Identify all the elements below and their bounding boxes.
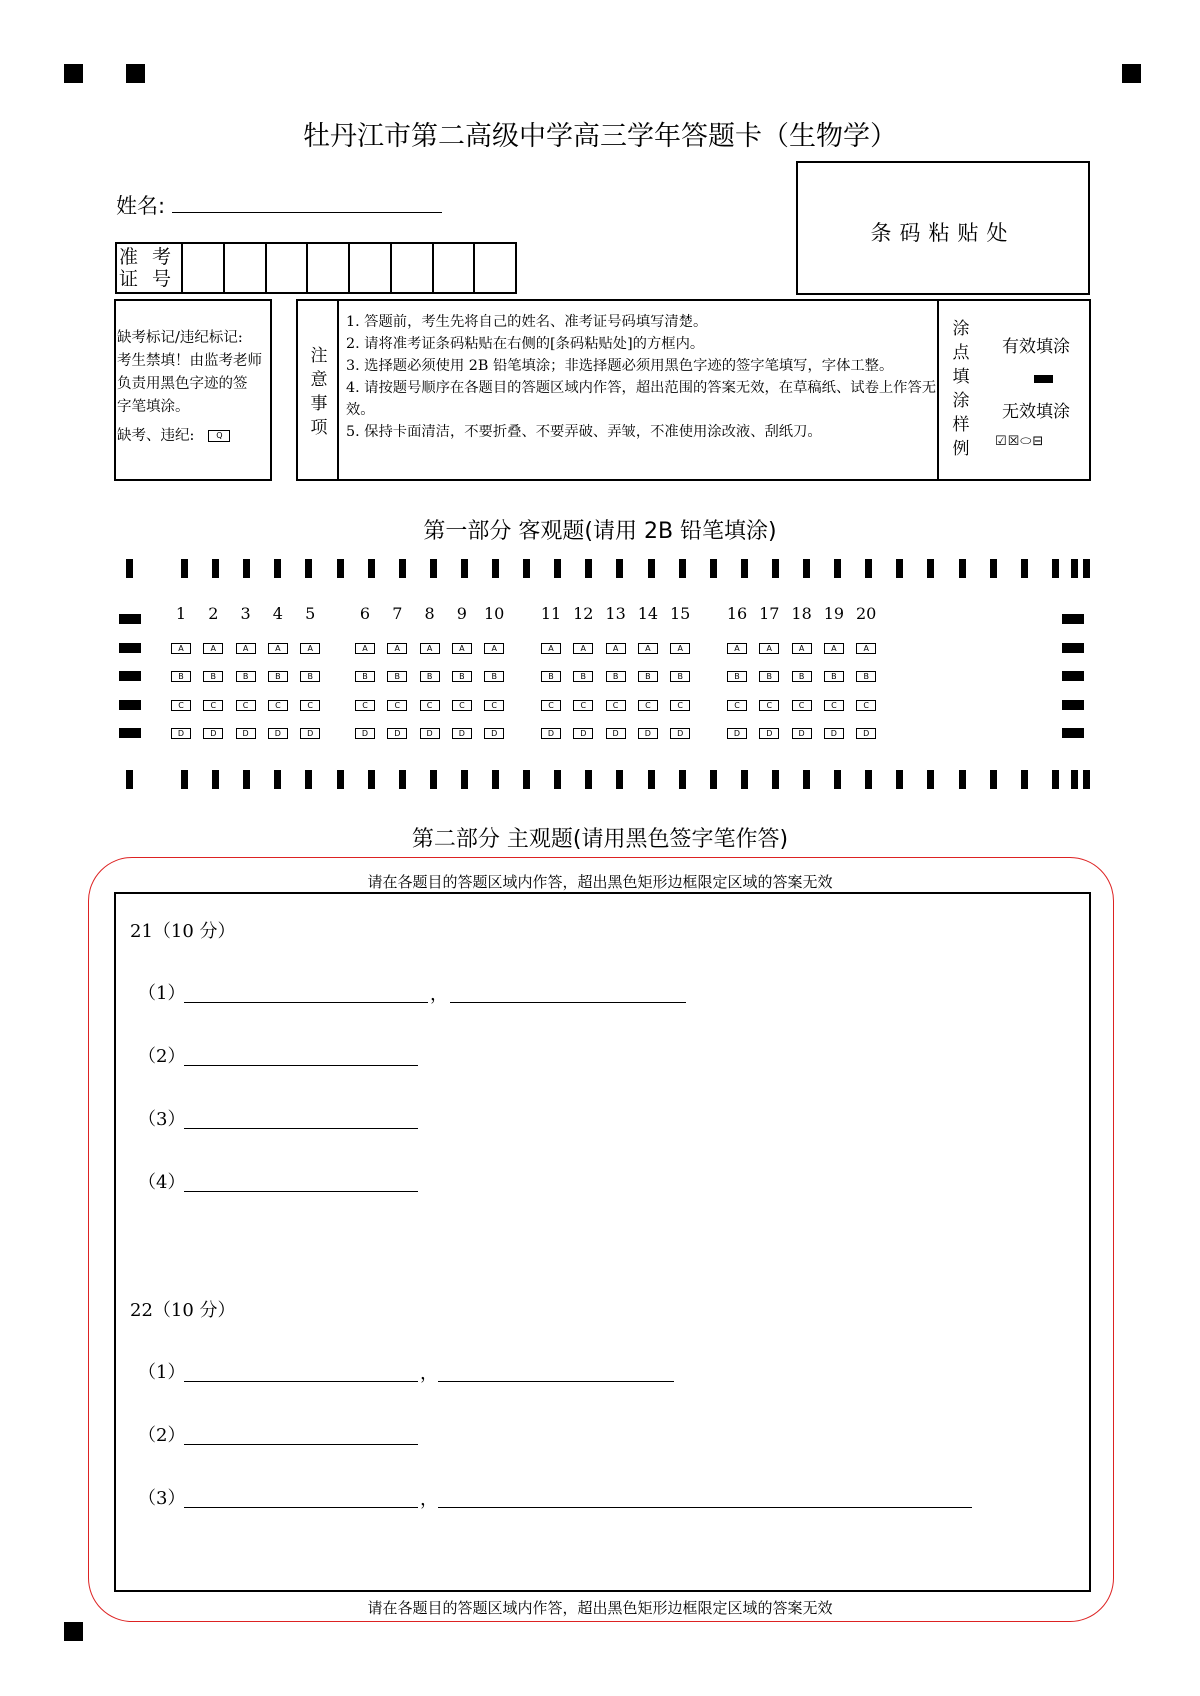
timing-mark (679, 559, 686, 578)
question-21-heading: 21（10 分） (130, 921, 236, 942)
row-sync-mark (1062, 671, 1084, 681)
answer-bubble[interactable]: A (355, 643, 375, 654)
answer-bubble[interactable]: C (856, 700, 876, 711)
notice-label: 注意事项 (310, 346, 328, 438)
timing-mark (554, 559, 561, 578)
timing-mark (772, 559, 779, 578)
answer-bubble[interactable]: B (452, 671, 472, 682)
timing-mark (181, 559, 188, 578)
timing-mark (274, 770, 281, 789)
answer-bubble[interactable]: B (420, 671, 440, 682)
answer-line[interactable] (184, 1128, 418, 1129)
answer-bubble[interactable]: A (300, 643, 320, 654)
timing-mark (648, 559, 655, 578)
timing-mark (212, 559, 219, 578)
question-22-part-1: （1） (138, 1362, 186, 1383)
answer-bubble[interactable]: B (638, 671, 658, 682)
answer-bubble[interactable]: C (420, 700, 440, 711)
question-number: 7 (392, 604, 403, 623)
question-number: 11 (540, 604, 562, 623)
absent-line: 负责用黑色字迹的签 (117, 376, 248, 392)
absent-instructions (117, 327, 277, 448)
question-number: 20 (856, 604, 877, 623)
corner-mark (126, 64, 145, 83)
answer-bubble[interactable]: D (484, 728, 504, 739)
exam-id-cell[interactable] (267, 244, 309, 292)
answer-bubble[interactable]: D (759, 728, 779, 739)
answer-bubble[interactable]: D (573, 728, 593, 739)
notice-item: 4. 请按题号顺序在各题目的答题区域内作答，超出范围的答案无效，在草稿纸、试卷上作答无效。 (346, 380, 937, 418)
row-sync-mark (119, 700, 141, 710)
answer-bubble[interactable]: B (387, 671, 407, 682)
timing-mark (710, 770, 717, 789)
barcode-label: 条码粘贴处 (870, 221, 1016, 245)
answer-bubble[interactable]: A (420, 643, 440, 654)
answer-bubble[interactable]: B (759, 671, 779, 682)
answer-bubble[interactable]: D (727, 728, 747, 739)
timing-mark (368, 559, 375, 578)
question-number: 19 (823, 604, 845, 623)
answer-bubble[interactable]: C (573, 700, 593, 711)
absent-mark-label: 缺考、违纪: (117, 428, 195, 444)
answer-bubble[interactable]: C (268, 700, 288, 711)
answer-bubble[interactable]: A (484, 643, 504, 654)
sample-valid-label: 有效填涂 (1002, 337, 1070, 357)
question-number: 5 (305, 604, 316, 623)
row-sync-mark (119, 728, 141, 738)
question-number: 6 (359, 604, 371, 623)
answer-bubble[interactable]: B (484, 671, 504, 682)
timing-track-top (0, 559, 1200, 578)
question-22-heading: 22（10 分） (130, 1300, 236, 1321)
sample-valid-mark (1034, 375, 1053, 383)
question-number: 12 (573, 604, 594, 623)
question-22-part-2: （2） (138, 1425, 186, 1446)
timing-mark (927, 559, 934, 578)
timing-mark (834, 770, 841, 789)
timing-mark (461, 559, 468, 578)
timing-mark (865, 559, 872, 578)
exam-id-cell[interactable] (434, 244, 476, 292)
timing-mark (399, 770, 406, 789)
answer-line[interactable] (438, 1507, 972, 1508)
timing-mark (523, 770, 530, 789)
answer-bubble[interactable]: D (856, 728, 876, 739)
page-title: 牡丹江市第二高级中学高三学年答题卡（生物学） (303, 121, 897, 152)
exam-id-cell[interactable] (350, 244, 392, 292)
answer-bubble[interactable]: C (300, 700, 320, 711)
notice-item: 3. 选择题必须使用 2B 铅笔填涂；非选择题必须用黑色字迹的签字笔填写，字体工整。 (346, 358, 894, 374)
answer-bubble[interactable]: D (171, 728, 191, 739)
answer-bubble[interactable]: C (727, 700, 747, 711)
answer-bubble[interactable]: B (541, 671, 561, 682)
notice-list (346, 311, 941, 443)
answer-bubble[interactable]: D (824, 728, 844, 739)
timing-mark (648, 770, 655, 789)
timing-mark (430, 770, 437, 789)
answer-bubble[interactable]: A (727, 643, 747, 654)
question-21-part-2: （2） (138, 1046, 186, 1067)
answer-warning-top: 请在各题目的答题区域内作答，超出黑色矩形边框限定区域的答案无效 (367, 873, 833, 891)
answer-bubble[interactable]: A (856, 643, 876, 654)
timing-mark (126, 770, 133, 789)
question-number: 16 (726, 604, 748, 623)
timing-mark (399, 559, 406, 578)
absent-line: 字笔填涂。 (117, 399, 190, 415)
answer-bubble[interactable]: B (727, 671, 747, 682)
answer-bubble[interactable]: A (452, 643, 472, 654)
question-number: 10 (484, 604, 505, 623)
answer-bubble[interactable]: B (856, 671, 876, 682)
timing-mark (585, 770, 592, 789)
answer-bubble[interactable]: C (638, 700, 658, 711)
timing-mark (741, 770, 748, 789)
notice-item: 5. 保持卡面清洁，不要折叠、不要弄破、弄皱，不准使用涂改液、刮纸刀。 (346, 424, 822, 440)
timing-mark (1071, 559, 1078, 578)
answer-bubble[interactable]: A (792, 643, 812, 654)
answer-bubble[interactable]: B (573, 671, 593, 682)
timing-mark (772, 770, 779, 789)
timing-mark (181, 770, 188, 789)
timing-mark (337, 770, 344, 789)
question-number: 1 (175, 604, 187, 623)
name-field[interactable] (172, 212, 442, 213)
corner-mark (64, 64, 83, 83)
absent-mark-box[interactable]: Q (208, 430, 230, 442)
answer-line[interactable] (184, 1002, 428, 1003)
answer-bubble[interactable]: B (171, 671, 191, 682)
name-label: 姓名: (116, 194, 166, 218)
timing-mark (1021, 559, 1028, 578)
answer-bubble[interactable]: D (420, 728, 440, 739)
timing-mark (523, 559, 530, 578)
timing-mark (896, 770, 903, 789)
timing-mark (430, 559, 437, 578)
answer-bubble[interactable]: D (792, 728, 812, 739)
answer-bubble[interactable]: A (387, 643, 407, 654)
timing-mark (461, 770, 468, 789)
exam-id-cell[interactable] (475, 244, 515, 292)
exam-id-cell[interactable] (308, 244, 350, 292)
timing-mark (803, 559, 810, 578)
notice-item: 2. 请将准考证条码粘贴在右侧的[条码粘贴处]的方框内。 (346, 336, 705, 352)
exam-id-cell[interactable] (392, 244, 434, 292)
question-21-part-1: （1） (138, 983, 186, 1004)
answer-bubble[interactable]: D (203, 728, 223, 739)
question-number: 13 (605, 604, 626, 623)
timing-mark (865, 770, 872, 789)
timing-mark (305, 770, 312, 789)
answer-line[interactable] (184, 1507, 418, 1508)
question-number: 14 (637, 604, 659, 623)
timing-mark (212, 770, 219, 789)
answer-bubble[interactable]: C (452, 700, 472, 711)
sample-invalid-label: 无效填涂 (1002, 402, 1070, 422)
comma: ， (420, 1489, 438, 1510)
exam-id-table (115, 242, 517, 294)
row-sync-mark (119, 643, 141, 653)
row-sync-mark (1062, 700, 1084, 710)
question-21-part-3: （3） (138, 1109, 186, 1130)
notice-divider (337, 300, 339, 480)
timing-mark (1021, 770, 1028, 789)
answer-bubble[interactable]: C (824, 700, 844, 711)
answer-bubble[interactable]: C (792, 700, 812, 711)
timing-mark (274, 559, 281, 578)
answer-bubble[interactable]: C (541, 700, 561, 711)
sample-invalid-marks: ☑☒⬭⊟ (995, 434, 1045, 449)
timing-mark (616, 770, 623, 789)
notice-item: 1. 答题前，考生先将自己的姓名、准考证号码填写清楚。 (346, 314, 708, 330)
timing-mark (927, 770, 934, 789)
timing-mark (585, 559, 592, 578)
timing-mark (834, 559, 841, 578)
answer-bubble[interactable]: A (824, 643, 844, 654)
answer-bubble[interactable]: D (236, 728, 256, 739)
answer-bubble[interactable]: B (236, 671, 256, 682)
answer-bubble[interactable]: C (236, 700, 256, 711)
answer-bubble[interactable]: B (792, 671, 812, 682)
answer-bubble[interactable]: B (355, 671, 375, 682)
timing-mark (959, 770, 966, 789)
absent-line: 考生禁填！由监考老师 (117, 353, 262, 369)
timing-mark (990, 770, 997, 789)
answer-bubble[interactable]: C (670, 700, 690, 711)
absent-mark-row (117, 425, 277, 448)
answer-line[interactable] (184, 1381, 418, 1382)
corner-mark (1122, 64, 1141, 83)
answer-warning-bottom: 请在各题目的答题区域内作答，超出黑色矩形边框限定区域的答案无效 (367, 1599, 833, 1617)
absent-line: 缺考标记/违纪标记: (117, 330, 243, 346)
answer-bubble[interactable]: D (638, 728, 658, 739)
answer-bubble[interactable]: A (573, 643, 593, 654)
answer-line[interactable] (450, 1002, 686, 1003)
question-number: 8 (424, 604, 435, 623)
timing-mark (368, 770, 375, 789)
answer-bubble[interactable]: B (300, 671, 320, 682)
timing-mark (492, 770, 499, 789)
timing-track-bottom (0, 770, 1200, 789)
question-22-part-3: （3） (138, 1488, 186, 1509)
answer-bubble[interactable]: A (203, 643, 223, 654)
answer-line[interactable] (184, 1191, 418, 1192)
answer-bubble[interactable]: D (268, 728, 288, 739)
answer-bubble[interactable]: C (203, 700, 223, 711)
answer-bubble[interactable]: D (355, 728, 375, 739)
timing-mark (126, 559, 133, 578)
question-number: 3 (240, 604, 251, 623)
question-21-part-4: （4） (138, 1172, 186, 1193)
timing-mark (616, 559, 623, 578)
timing-mark (1083, 770, 1090, 789)
timing-mark (243, 770, 250, 789)
part1-title: 第一部分 客观题(请用 2B 铅笔填涂) (423, 519, 777, 544)
answer-bubble[interactable]: C (387, 700, 407, 711)
row-sync-mark (1062, 728, 1084, 738)
timing-mark (959, 559, 966, 578)
answer-bubble[interactable]: A (171, 643, 191, 654)
answer-bubble[interactable]: C (606, 700, 626, 711)
timing-mark (1052, 770, 1059, 789)
timing-mark (679, 770, 686, 789)
answer-bubble[interactable]: C (484, 700, 504, 711)
answer-bubble[interactable]: C (355, 700, 375, 711)
answer-bubble[interactable]: A (670, 643, 690, 654)
comma: ， (430, 984, 448, 1005)
answer-line[interactable] (184, 1444, 418, 1445)
question-number: 18 (791, 604, 812, 623)
timing-mark (492, 559, 499, 578)
answer-bubble[interactable]: D (387, 728, 407, 739)
answer-bubble[interactable]: D (452, 728, 472, 739)
question-number: 4 (272, 604, 283, 623)
answer-bubble[interactable]: A (541, 643, 561, 654)
timing-mark (1071, 770, 1078, 789)
timing-mark (710, 559, 717, 578)
answer-bubble[interactable]: A (759, 643, 779, 654)
answer-box (114, 892, 1091, 1592)
timing-mark (990, 559, 997, 578)
exam-id-label: 准 考 证 号 (117, 244, 183, 292)
answer-bubble[interactable]: B (268, 671, 288, 682)
answer-bubble[interactable]: C (171, 700, 191, 711)
timing-mark (1052, 559, 1059, 578)
row-sync-mark (119, 671, 141, 681)
timing-mark (337, 559, 344, 578)
timing-mark (305, 559, 312, 578)
answer-bubble[interactable]: D (606, 728, 626, 739)
answer-bubble[interactable]: A (638, 643, 658, 654)
timing-mark (803, 770, 810, 789)
answer-line[interactable] (184, 1065, 418, 1066)
answer-bubble[interactable]: B (670, 671, 690, 682)
row-sync-mark (1062, 643, 1084, 653)
timing-mark (896, 559, 903, 578)
part2-title: 第二部分 主观题(请用黑色签字笔作答) (411, 827, 789, 852)
question-number: 2 (208, 604, 219, 623)
question-number: 15 (670, 604, 691, 623)
answer-bubble[interactable]: D (300, 728, 320, 739)
question-number: 17 (759, 604, 780, 623)
answer-bubble[interactable]: C (759, 700, 779, 711)
row-sync-mark (1062, 614, 1084, 624)
answer-bubble[interactable]: A (606, 643, 626, 654)
timing-mark (741, 559, 748, 578)
answer-bubble[interactable]: D (670, 728, 690, 739)
comma: ， (420, 1363, 438, 1384)
sample-label: 涂点填涂样例 (952, 319, 970, 459)
question-number: 9 (456, 604, 467, 623)
answer-bubble[interactable]: D (541, 728, 561, 739)
corner-mark (64, 1622, 83, 1641)
answer-bubble[interactable]: A (236, 643, 256, 654)
timing-mark (1083, 559, 1090, 578)
exam-id-cell[interactable] (225, 244, 267, 292)
answer-bubble[interactable]: B (203, 671, 223, 682)
answer-bubble[interactable]: B (824, 671, 844, 682)
answer-line[interactable] (438, 1381, 674, 1382)
timing-mark (243, 559, 250, 578)
exam-id-cell[interactable] (183, 244, 225, 292)
answer-bubble[interactable]: B (606, 671, 626, 682)
timing-mark (554, 770, 561, 789)
answer-bubble[interactable]: A (268, 643, 288, 654)
row-sync-mark (119, 614, 141, 624)
